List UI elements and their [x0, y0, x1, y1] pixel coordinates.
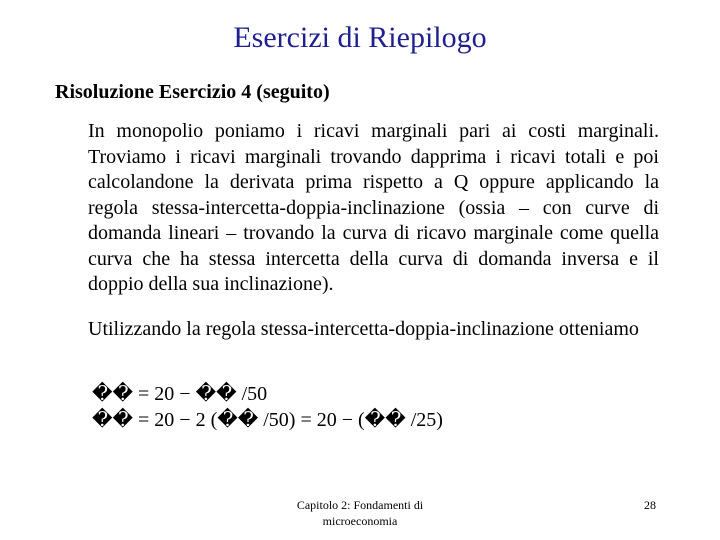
exercise-subtitle: Risoluzione Esercizio 4 (seguito): [55, 81, 330, 103]
paragraph-explanation: In monopolio poniamo i ricavi marginali pari ai costi marginali. Troviamo i ricavi marginali trovando dapprima i ricavi totali e poi calcolandone la derivata prima rispetto a Q oppure applicando la regola stessa-intercetta-doppia-inclinazione (ossia – con curve di domanda lineari – trovando la curva di ricavo marginale come quella curva che ha stessa intercetta della curva di domanda inversa e il doppio della sua inclinazione).: [88, 120, 659, 295]
page-number: 28: [644, 498, 656, 512]
paragraph-rule-intro: Utilizzando la regola stessa-intercetta-doppia-inclinazione otteniamo: [88, 318, 639, 340]
slide-title: Esercizi di Riepilogo: [233, 21, 487, 54]
formula-inverse-demand: �� = 20 − �� /50: [92, 383, 268, 405]
footer-chapter-label: Capitolo 2: Fondamenti di microeconomia: [296, 498, 424, 528]
formula-marginal-revenue: �� = 20 − 2 (�� /50) = 20 − (�� /25): [92, 409, 443, 431]
